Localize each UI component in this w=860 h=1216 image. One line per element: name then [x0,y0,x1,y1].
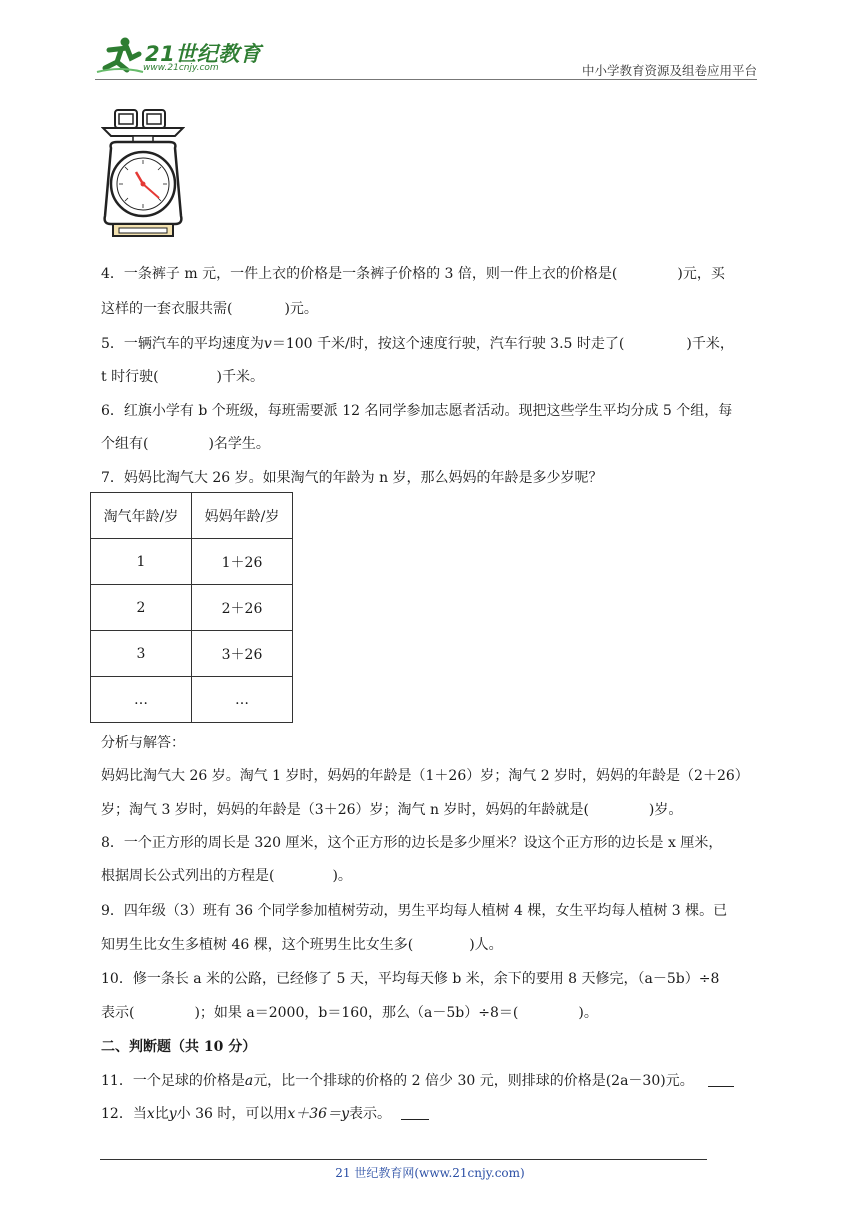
table-row [91,631,293,677]
table-cell: 1＋26 [192,539,293,585]
question-7-line-3 [101,799,682,819]
question-7-line-2 [101,765,749,785]
age-table [90,492,293,723]
q10-text-2: 表示( [101,1005,135,1021]
scale-image [101,108,185,242]
q5-text-4: t 时行驶( [101,369,159,385]
q11-variable-a: a [244,1073,254,1089]
question-9-line-1 [101,900,727,920]
q9-text-3: )人。 [469,937,503,953]
q5-text: 5．一辆汽车的平均速度为 [101,336,264,352]
table-cell: … [91,677,192,723]
q10-text-3: )；如果 a＝2000，b＝160，那么（a－5b）÷8＝( [194,1005,519,1021]
q7-text: 7．妈妈比淘气大 26 岁。如果淘气的年龄为 n 岁，那么妈妈的年龄是多少岁呢？ [101,470,603,486]
question-5-line-2 [101,366,264,386]
q4-text: 4．一条裤子 m 元，一件上衣的价格是一条裤子价格的 3 倍，则一件上衣的价格是( [101,266,618,282]
q7-analysis: 分析与解答： [101,735,185,751]
site-logo[interactable] [95,36,265,78]
q6-text-2: 个组有( [101,436,149,452]
q7-text-2: 妈妈比淘气大 26 岁。淘气 1 岁时，妈妈的年龄是（1＋26）岁；淘气 2 岁时，妈妈的年龄是（2＋26） [101,768,749,784]
q8-text-3: )。 [332,868,352,884]
logo-text: 21世纪教育 [145,42,262,66]
q6-text: 6．红旗小学有 b 个班级，每班需要派 12 名同学参加志愿者活动。现把这些学生平均分成 5 个组，每 [101,403,733,419]
q12-variable-y: y [168,1106,177,1122]
platform-title: 中小学教育资源及组卷应用平台 [581,63,757,78]
q11-text-2: 元，比一个排球的价格的 2 倍少 30 元，则排球的价格是 [253,1073,606,1089]
runner-logo-icon [95,36,145,76]
q10-text: 10．修一条长 a 米的公路，已经修了 5 天，平均每天修 b 米，余下的要用 8 天修完，（a－5b）÷8 [101,971,720,987]
section-2-title: 二、判断题（共 10 分） [101,1039,257,1055]
question-8-line-1 [101,832,722,852]
q12-text-3: 小 36 时，可以用 [176,1106,288,1122]
q9-text-2: 知男生比女生多植树 46 棵，这个班男生比女生多( [101,937,414,953]
q6-text-3: )名学生。 [208,436,270,452]
q7-text-3: 岁；淘气 3 岁时，妈妈的年龄是（3＋26）岁；淘气 n 岁时，妈妈的年龄就是( [101,802,589,818]
q8-text-2: 根据周长公式列出的方程是( [101,868,275,884]
question-10-line-1 [101,968,719,988]
question-5-line-1 [101,333,734,353]
q12-text-4: 表示。 [349,1106,391,1122]
question-10-line-2 [101,1002,598,1022]
table-header-row [91,493,293,539]
question-4-line-1 [101,263,725,283]
table-row [91,539,293,585]
q11-judgement-blank[interactable] [708,1072,734,1087]
q11-text-3: 元。 [665,1073,694,1089]
page-header [95,36,757,80]
question-7-line-1 [101,467,603,487]
question-11-line [101,1070,734,1090]
q12-text-2: 比 [154,1106,169,1122]
q5-text-5: )千米。 [216,369,265,385]
question-9-line-2 [101,934,503,954]
weighing-scale-icon [101,108,185,242]
question-6-line-1 [101,400,732,420]
q7-text-4: )岁。 [648,802,683,818]
q12-expression: x＋36＝y [287,1106,349,1122]
table-row [91,585,293,631]
header-divider [95,79,757,80]
table-header-cell: 淘气年龄/岁 [91,493,192,539]
question-4-line-2 [101,298,318,318]
question-7-analysis-label [101,732,185,752]
q12-variable-x: x [146,1106,155,1122]
q4-text-3: 这样的一套衣服共需( [101,301,233,317]
table-cell: … [192,677,293,723]
table-cell: 2 [91,585,192,631]
footer-link[interactable]: 21 世纪教育网(www.21cnjy.com) [335,1166,525,1180]
table-cell: 2＋26 [192,585,293,631]
q8-text: 8．一个正方形的周长是 320 厘米，这个正方形的边长是多少厘米？设这个正方形的边长是 x 厘米， [101,835,723,851]
q5-variable-v: v [263,336,272,352]
q10-text-4: )。 [578,1005,598,1021]
q5-text-2: ＝100 千米/时，按这个速度行驶，汽车行驶 3.5 时走了( [271,336,625,352]
table-header-cell: 妈妈年龄/岁 [192,493,293,539]
table-cell: 3＋26 [192,631,293,677]
q4-text-4: )元。 [284,301,318,317]
section-2-heading [101,1036,256,1056]
q11-expression: (2a－30) [605,1073,666,1089]
q11-text: 11．一个足球的价格是 [101,1073,245,1089]
question-12-line [101,1103,429,1123]
q5-text-3: )千米， [686,336,734,352]
table-cell: 3 [91,631,192,677]
logo-url: www.21cnjy.com [143,63,219,73]
table-row [91,677,293,723]
q4-text-2: )元，买 [677,266,725,282]
question-8-line-2 [101,865,352,885]
question-6-line-2 [101,433,270,453]
q12-text: 12．当 [101,1106,147,1122]
table-cell: 1 [91,539,192,585]
q9-text: 9．四年级（3）班有 36 个同学参加植树劳动，男生平均每人植树 4 棵，女生平均每人植树 3 棵。已 [101,903,728,919]
footer-divider [100,1159,707,1160]
page-footer [0,1164,860,1181]
q12-judgement-blank[interactable] [401,1105,429,1120]
